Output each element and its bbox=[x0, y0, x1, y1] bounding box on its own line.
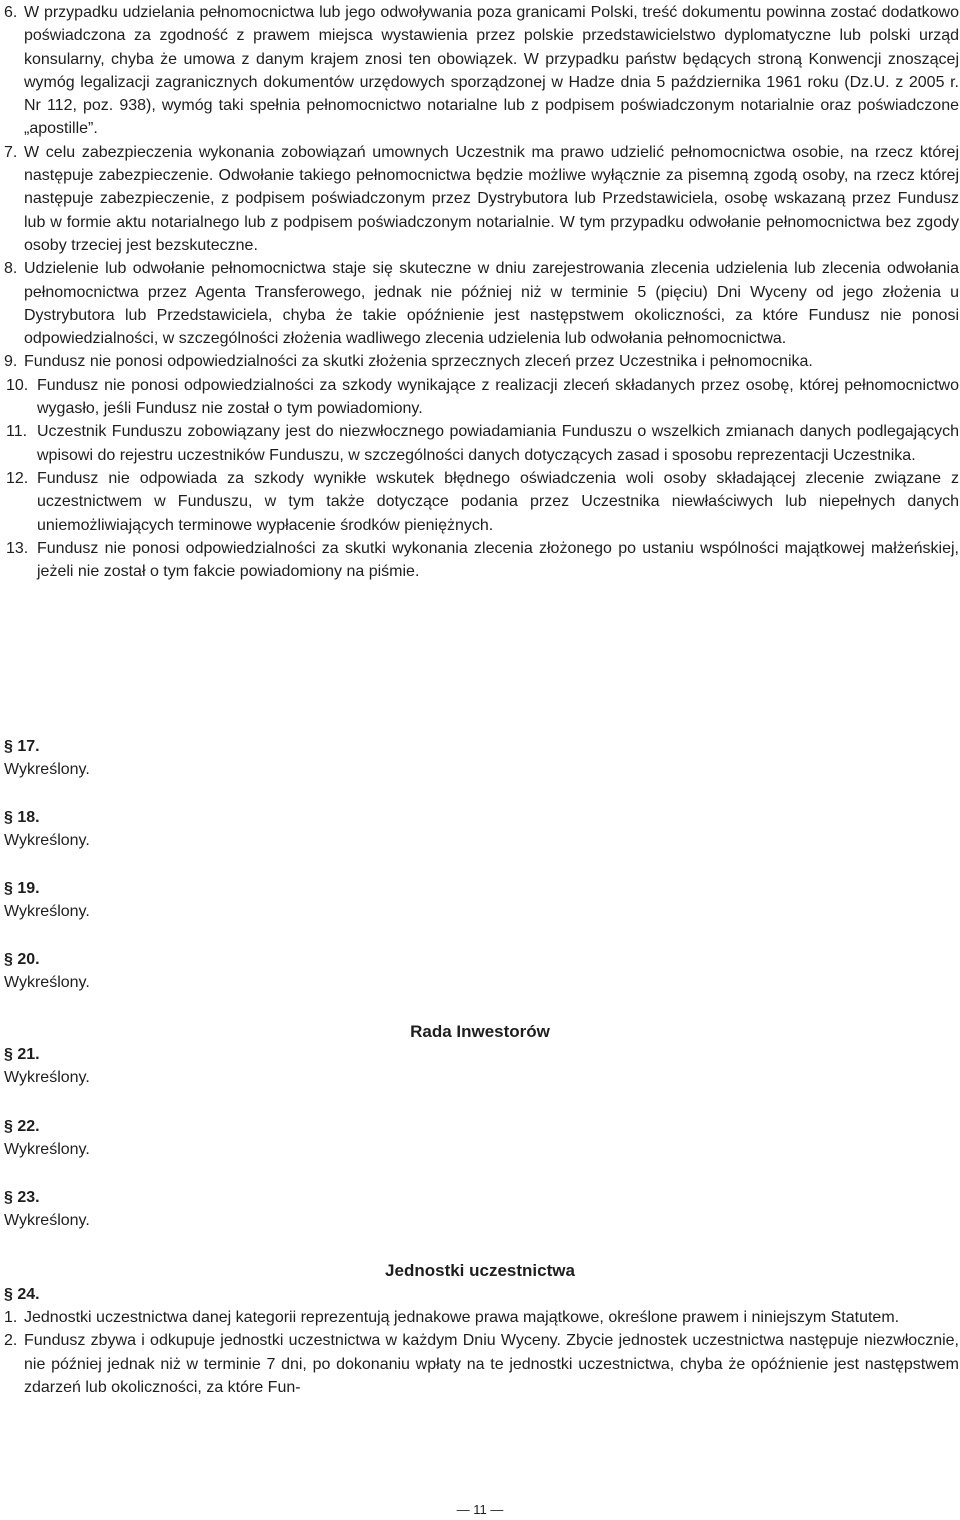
list-item bbox=[4, 1306, 959, 1329]
list-item bbox=[4, 420, 959, 467]
list-item bbox=[4, 374, 959, 421]
deleted-paragraph bbox=[4, 1186, 90, 1233]
paragraph-label: § 17. bbox=[4, 738, 40, 755]
list-item bbox=[4, 257, 959, 350]
paragraph-text: Wykreślony. bbox=[4, 1069, 90, 1087]
item-number: 11. bbox=[6, 423, 28, 441]
numbered-list bbox=[4, 1, 959, 583]
item-text: Fundusz nie ponosi odpowiedzialności za szkody wynikające z realizacji zleceń składanych przez osobę, której pełnomocnictwo wygasło, jeśli Fundusz nie został o tym powiadomiony. bbox=[37, 376, 959, 418]
item-number: 9. bbox=[4, 353, 18, 371]
item-number: 8. bbox=[4, 260, 18, 278]
paragraph-text: Wykreślony. bbox=[4, 1212, 90, 1230]
paragraph-text: Wykreślony. bbox=[4, 1141, 90, 1159]
paragraph-24-label: § 24. bbox=[4, 1286, 40, 1303]
list-item bbox=[4, 537, 959, 584]
item-text: Fundusz nie ponosi odpowiedzialności za skutki wykonania zlecenia złożonego po ustaniu wspólności majątkowej małżeńskiej, jeżeli nie został o tym fakcie powiadomiony na piśmie. bbox=[37, 539, 959, 581]
paragraph-label: § 18. bbox=[4, 809, 40, 826]
list-item bbox=[4, 350, 959, 373]
item-text: Jednostki uczestnictwa danej kategorii reprezentują jednakowe prawa majątkowe, określone prawem i niniejszym Statutem. bbox=[24, 1309, 900, 1326]
deleted-paragraph bbox=[4, 877, 90, 924]
item-text: Fundusz zbywa i odkupuje jednostki uczestnictwa w każdym Dniu Wyceny. Zbycie jednostek uczestnictwa następuje niezwłocznie, nie później jednak niż w terminie 7 dni, po dokonaniu wpłaty na te jednostki uczestnictwa, chyba że opóźnienie jest następstwem zdarzeń lub okoliczności, za które Fun- bbox=[24, 1332, 959, 1396]
item-number: 6. bbox=[4, 4, 18, 21]
deleted-paragraph bbox=[4, 806, 90, 853]
list-item bbox=[4, 1, 959, 141]
deleted-paragraph bbox=[4, 1043, 90, 1090]
item-number: 10. bbox=[6, 376, 29, 394]
item-text: Udzielenie lub odwołanie pełnomocnictwa staje się skuteczne w dniu zarejestrowania zlecenia udzielenia lub zlecenia odwołania pełnomocnictwa przez Agenta Transferowego, jednak nie później niż w terminie 5 (pięciu) Dni Wyceny od jego złożenia u Dystrybutora lub Przedstawiciela, chyba że takie opóźnienie jest następstwem okoliczności, za które Fundusz nie ponosi odpowiedzialności, w szczególności złożenia wadliwego zlecenia udzielenia lub odwołania pełnomocnictwa. bbox=[24, 260, 959, 348]
section-heading-rada-inwestorow: Rada Inwestorów bbox=[410, 1022, 550, 1041]
item-number: 2. bbox=[4, 1332, 18, 1350]
paragraph-label: § 20. bbox=[4, 951, 40, 968]
list-item bbox=[4, 1329, 959, 1399]
list-item bbox=[4, 467, 959, 537]
paragraph-label: § 21. bbox=[4, 1046, 40, 1063]
item-number: 7. bbox=[4, 143, 18, 161]
item-number: 13. bbox=[6, 539, 29, 557]
paragraph-label: § 22. bbox=[4, 1118, 40, 1135]
deleted-paragraph bbox=[4, 735, 90, 782]
item-number: 1. bbox=[4, 1309, 18, 1326]
paragraph-24-list bbox=[4, 1306, 959, 1399]
item-text: Fundusz nie ponosi odpowiedzialności za skutki złożenia sprzecznych zleceń przez Uczestnika i pełnomocnika. bbox=[24, 353, 813, 371]
paragraph-text: Wykreślony. bbox=[4, 832, 90, 850]
item-text: W celu zabezpieczenia wykonania zobowiązań umownych Uczestnik ma prawo udzielić pełnomocnictwa osobie, na rzecz której następuje zabezpieczenie. Odwołanie takiego pełnomocnictwa będzie możliwe wyłącznie za pisemną zgodą osoby, na rzecz której następuje zabezpieczenie, z podpisem poświadczonym przez Dystrybutora lub Przedstawiciela, osobę wskazaną przez Fundusz lub w formie aktu notarialnego lub z podpisem poświadczonym notarialnie. W tym przypadku odwołanie pełnomocnictwa bez zgody osoby trzeciej jest bezskuteczne. bbox=[24, 143, 959, 254]
paragraph-label: § 19. bbox=[4, 880, 40, 897]
paragraph-text: Wykreślony. bbox=[4, 903, 90, 921]
item-text: Fundusz nie odpowiada za szkody wynikłe wskutek błędnego oświadczenia woli osoby składającej zlecenie związane z uczestnictwem w Funduszu, w tym także dotyczące podania przez Uczestnika niewłaściwych lub niepełnych danych uniemożliwiających terminowe wypłacenie środków pieniężnych. bbox=[37, 469, 959, 534]
deleted-paragraph bbox=[4, 1115, 90, 1162]
page-number: — 11 — bbox=[456, 1502, 504, 1517]
deleted-paragraph bbox=[4, 948, 90, 995]
section-heading-jednostki-uczestnictwa: Jednostki uczestnictwa bbox=[385, 1261, 575, 1280]
item-number: 12. bbox=[6, 469, 29, 487]
paragraph-text: Wykreślony. bbox=[4, 974, 90, 992]
paragraph-label: § 23. bbox=[4, 1189, 40, 1206]
item-text: W przypadku udzielania pełnomocnictwa lub jego odwoływania poza granicami Polski, treść dokumentu powinna zostać dodatkowo poświadczona za zgodność z prawem miejsca wystawienia przez polskie przedstawicielstwo dyplomatyczne lub polski urząd konsularny, chyba że umowa z danym krajem znosi ten obowiązek. W przypadku państw będących stroną Konwencji znoszącej wymóg legalizacji zagranicznych dokumentów urzędowych sporządzonej w Hadze dnia 5 października 1961 roku (Dz.U. z 2005 r. Nr 112, poz. 938), wymóg taki spełnia pełnomocnictwo notarialne lub z podpisem poświadczonym notarialnie oraz poświadczone „apostille”. bbox=[24, 4, 959, 138]
paragraph-text: Wykreślony. bbox=[4, 761, 90, 779]
list-item bbox=[4, 141, 959, 257]
item-text: Uczestnik Funduszu zobowiązany jest do niezwłocznego powiadamiania Funduszu o wszelkich zmianach danych podlegających wpisowi do rejestru uczestników Funduszu, w szczególności danych dotyczących zasad i sposobu reprezentacji Uczestnika. bbox=[37, 423, 959, 464]
